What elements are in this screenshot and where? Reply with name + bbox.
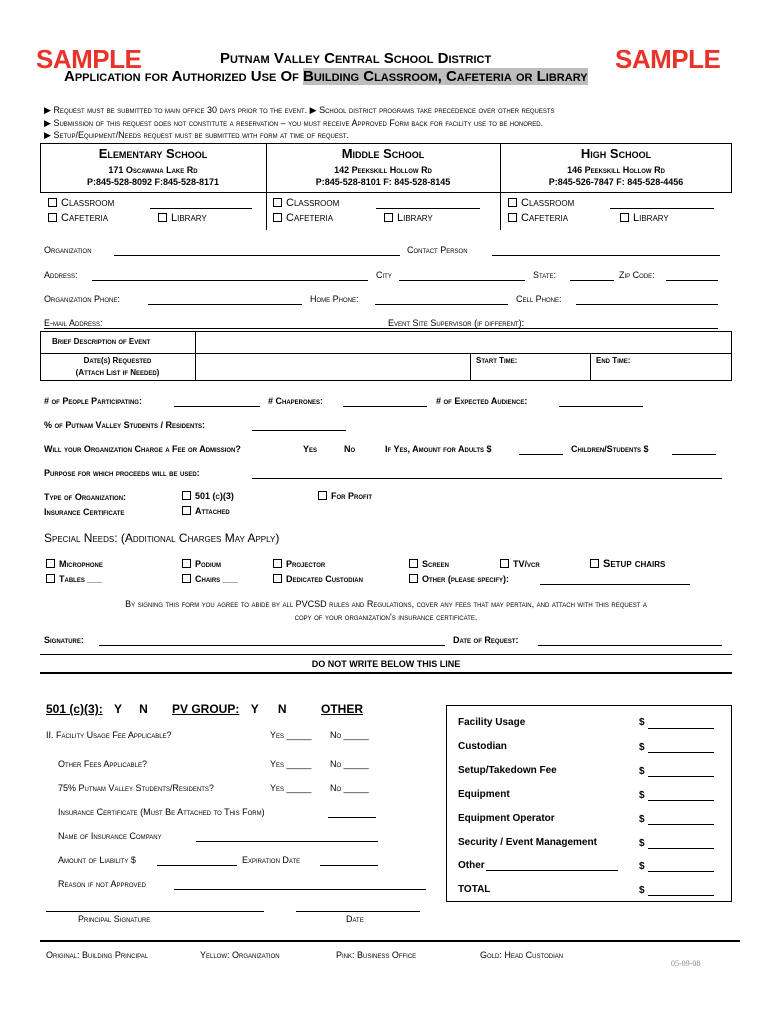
checkbox[interactable] [182, 559, 191, 568]
elem-cafeteria-option[interactable] [48, 212, 108, 224]
signature-field[interactable] [99, 645, 445, 646]
checkbox[interactable] [590, 559, 599, 568]
fee-item-label: Equipment [458, 789, 510, 800]
people-participating-field[interactable] [174, 406, 260, 407]
organization-field[interactable] [114, 255, 400, 256]
fee-amount-field[interactable] [648, 895, 714, 896]
for-profit-option[interactable] [318, 491, 372, 501]
brief-description-field[interactable] [196, 332, 731, 352]
end-time-label: End Time: [596, 356, 631, 365]
principal-signature-field[interactable] [46, 911, 264, 912]
elementary-school-name: Elementary School [98, 146, 208, 161]
middle-classroom-option[interactable] [273, 197, 339, 209]
checkbox[interactable] [409, 559, 418, 568]
pv-group-n[interactable]: N [277, 702, 287, 716]
fac-fee-applicable-label: II. Facility Usage Fee Applicable? [46, 730, 172, 740]
dates-requested-field[interactable] [196, 354, 469, 380]
principal-date-label: Date [346, 914, 364, 924]
fee-amount-field[interactable] [648, 728, 714, 729]
setup-chairs-label: Setup chairs [603, 558, 666, 570]
high-library-label: Library [633, 212, 669, 224]
chairs-label: Chairs ___ [195, 574, 238, 584]
high-cafeteria-option[interactable] [508, 212, 568, 224]
fee-currency-symbol: $ [639, 861, 645, 872]
pv-students-field[interactable] [252, 430, 346, 431]
charge-fee-yes[interactable]: Yes [303, 444, 318, 454]
ins-company-field[interactable] [196, 841, 378, 842]
elem-classroom-label: Classroom [61, 197, 115, 209]
footer-gold: Gold: Head Custodian [480, 950, 564, 960]
high-classroom-line[interactable] [610, 208, 714, 209]
high-classroom-label: Classroom [521, 197, 575, 209]
elem-classroom-line[interactable] [150, 208, 252, 209]
projector-option[interactable] [273, 559, 325, 569]
checkbox[interactable] [46, 559, 55, 568]
revision-date: 05-09-08 [671, 959, 701, 968]
footer-original: Original: Building Principal [46, 950, 149, 960]
other-needs-option[interactable] [409, 574, 509, 584]
checkbox[interactable] [273, 198, 282, 207]
do-not-write-notice: DO NOT WRITE BELOW THIS LINE [311, 659, 461, 669]
pv-75-label: 75% Putnam Valley Students/Residents? [58, 783, 214, 793]
pv-group-label: PV GROUP: [172, 702, 240, 716]
yes-label: Yes [270, 759, 285, 769]
tables-label: Tables ___ [59, 574, 103, 584]
ins-company-label: Name of Insurance Company [58, 831, 162, 841]
checkbox[interactable] [384, 213, 393, 222]
insurance-attached-option[interactable] [182, 506, 230, 516]
checkbox[interactable] [500, 559, 509, 568]
fee-currency-symbol: $ [639, 766, 645, 777]
no-label: No [330, 730, 342, 740]
state-label: State: [533, 270, 556, 280]
chairs-option[interactable] [182, 574, 238, 584]
high-school-name: High School [580, 146, 652, 161]
other-fees-label: Other Fees Applicable? [58, 759, 148, 769]
notice-reservation: Submission of this request does not constitute a reservation – you must receive Approved Form back for facility use to be honored. [53, 118, 544, 128]
office-501-y[interactable]: Y [114, 702, 122, 716]
purpose-field[interactable] [252, 478, 722, 479]
projector-label: Projector [286, 559, 326, 569]
elementary-school-phones: P:845-528-8092 F:845-528-8171 [86, 177, 220, 187]
no-label: No [330, 783, 342, 793]
other-needs-field[interactable] [540, 584, 690, 585]
pv-75-no[interactable]: No _____ [330, 783, 369, 793]
notice-setup: Setup/Equipment/Needs request must be submitted with form at time of request. [53, 130, 350, 140]
checkbox[interactable] [46, 574, 55, 583]
checkbox[interactable] [620, 213, 629, 222]
date-of-request-label: Date of Request: [453, 635, 519, 645]
fee-currency-symbol: $ [639, 885, 645, 896]
checkbox[interactable] [182, 574, 191, 583]
triangle-bullet-icon: ▶ [44, 130, 51, 140]
expiration-label: Expiration Date [242, 855, 301, 865]
no-label: No [330, 759, 342, 769]
fac-fee-no[interactable]: No _____ [330, 730, 369, 740]
state-field[interactable] [570, 280, 614, 281]
pv-75-yes[interactable]: Yes _____ [270, 783, 312, 793]
elem-library-label: Library [171, 212, 207, 224]
checkbox[interactable] [273, 213, 282, 222]
purpose-label: Purpose for which proceeds will be used: [44, 468, 200, 478]
middle-cafeteria-option[interactable] [273, 212, 333, 224]
triangle-bullet-icon: ▶ [44, 105, 51, 115]
expected-audience-label: # of Expected Audience: [436, 396, 528, 406]
contact-person-field[interactable] [492, 255, 720, 256]
notice-row-3 [44, 130, 349, 141]
fee-amount-field[interactable] [648, 800, 714, 801]
other-needs-label: Other (please specify): [422, 574, 510, 584]
reason-label: Reason if not Approved [58, 879, 146, 889]
checkbox[interactable] [508, 198, 517, 207]
pv-group-y[interactable]: Y [250, 702, 259, 716]
ins-attached-field[interactable] [328, 817, 376, 818]
liability-field[interactable] [157, 865, 237, 866]
home-phone-field[interactable] [375, 304, 508, 305]
middle-classroom-label: Classroom [286, 197, 340, 209]
subtitle-highlight: Building Classroom, Cafeteria or Library [303, 68, 588, 85]
city-field[interactable] [399, 280, 525, 281]
footer-pink: Pink: Business Office [336, 950, 417, 960]
email-label: E-mail Address: [44, 318, 103, 328]
elem-cafeteria-label: Cafeteria [61, 212, 109, 224]
checkbox[interactable] [48, 198, 57, 207]
setup-chairs-option[interactable] [590, 558, 665, 570]
yes-label: Yes [270, 783, 285, 793]
high-school-phones: P:845-526-7847 F: 845-528-4456 [548, 177, 684, 187]
subtitle-plain: Application for Authorized Use Of [64, 68, 304, 85]
reason-field[interactable] [174, 889, 426, 890]
dates-requested-label: Date(s) Requested [83, 356, 152, 365]
agreement-line-2: copy of your organization's insurance certificate. [294, 612, 478, 622]
email-supervisor-field[interactable] [44, 328, 718, 329]
pv-students-label: % of Putnam Valley Students / Residents: [44, 420, 206, 430]
city-label: City [376, 270, 392, 280]
fee-currency-symbol: $ [639, 717, 645, 728]
fee-item-label: Other [458, 860, 485, 871]
cell-phone-field[interactable] [576, 304, 718, 305]
notice-30-days: Request must be submitted to main office 30 days prior to the event. [53, 105, 308, 115]
notice-row-1 [44, 105, 555, 116]
yes-label: Yes [270, 730, 285, 740]
middle-school-address: 142 Peekskill Hollow Rd [334, 165, 432, 175]
fees-box [446, 705, 732, 902]
fee-item-label: TOTAL [458, 884, 491, 895]
middle-library-label: Library [397, 212, 433, 224]
high-library-option[interactable] [620, 212, 669, 224]
checkbox[interactable] [182, 506, 191, 515]
attach-list-label: (Attach List if Needed) [75, 368, 160, 377]
custodian-option[interactable] [273, 574, 363, 584]
other-fees-yes[interactable]: Yes _____ [270, 759, 312, 769]
special-needs-title: Special Needs: (Additional Charges May Apply) [44, 531, 280, 545]
for-profit-label: For Profit [331, 491, 372, 501]
start-time-label: Start Time: [476, 356, 518, 365]
fee-amount-field[interactable] [648, 824, 714, 825]
podium-label: Podium [195, 559, 222, 569]
fac-fee-yes[interactable]: Yes _____ [270, 730, 312, 740]
other-fees-no[interactable]: No _____ [330, 759, 369, 769]
middle-school-phones: P:845-528-8101 F: 845-528-8145 [315, 177, 451, 187]
org-501-label: 501 (c)(3) [195, 491, 234, 501]
principal-date-field[interactable] [296, 911, 420, 912]
high-classroom-option[interactable] [508, 197, 574, 209]
middle-classroom-line[interactable] [376, 208, 480, 209]
address-label: Address: [44, 270, 78, 280]
screen-option[interactable] [409, 559, 449, 569]
notice-precedence: School district programs take precedence over other requests [319, 105, 555, 115]
zip-field[interactable] [666, 280, 718, 281]
fee-currency-symbol: $ [639, 790, 645, 801]
sample-stamp-left: SAMPLE [36, 44, 142, 74]
principal-signature-label: Principal Signature [78, 914, 151, 924]
fee-currency-symbol: $ [639, 742, 645, 753]
expected-audience-field[interactable] [559, 406, 643, 407]
footer-yellow: Yellow: Organization [200, 950, 280, 960]
contact-person-label: Contact Person [407, 245, 468, 255]
zip-label: Zip Code: [619, 270, 655, 280]
address-field[interactable] [92, 280, 368, 281]
middle-library-option[interactable] [384, 212, 433, 224]
notice-row-2 [44, 118, 543, 129]
fee-amount-field[interactable] [648, 871, 714, 872]
agreement-line-1: By signing this form you agree to abide by all PVCSD rules and Regulations, cover any fees that may pertain, and attach with this request a [125, 599, 647, 609]
checkbox[interactable] [318, 491, 327, 500]
charge-fee-no[interactable]: No [344, 444, 356, 454]
insurance-cert-label: Insurance Certificate [44, 507, 125, 517]
people-participating-label: # of People Participating: [44, 396, 142, 406]
tv-vcr-label: TV/vcr [513, 559, 540, 569]
ins-attached-label: Insurance Certificate (Must Be Attached to This Form) [58, 807, 265, 817]
org-501-option[interactable] [182, 491, 234, 501]
expiration-field[interactable] [320, 865, 378, 866]
site-supervisor-label: Event Site Supervisor (if different): [388, 318, 525, 328]
fee-amount-field[interactable] [648, 848, 714, 849]
organization-label: Organization [44, 245, 92, 255]
form-subtitle [64, 68, 588, 85]
cell-phone-label: Cell Phone: [516, 294, 562, 304]
high-school-address: 146 Peekskill Hollow Rd [567, 165, 665, 175]
tables-option[interactable] [46, 574, 102, 584]
fee-amount-field[interactable] [648, 752, 714, 753]
date-of-request-field[interactable] [538, 645, 722, 646]
tv-vcr-option[interactable] [500, 559, 540, 569]
chaperones-field[interactable] [343, 406, 427, 407]
other-group-label[interactable]: OTHER [321, 702, 363, 716]
middle-school-name: Middle School [341, 146, 425, 161]
charge-fee-label: Will your Organization Charge a Fee or Admission? [44, 444, 241, 454]
fee-amount-field[interactable] [648, 776, 714, 777]
fee-item-label: Custodian [458, 741, 507, 752]
middle-cafeteria-label: Cafeteria [286, 212, 334, 224]
screen-label: Screen [422, 559, 450, 569]
pv-group-row [172, 702, 287, 716]
insurance-attached-label: Attached [195, 506, 230, 516]
checkbox[interactable] [508, 213, 517, 222]
fee-item-label: Equipment Operator [458, 813, 555, 824]
org-phone-label: Organization Phone: [44, 294, 120, 304]
chaperones-label: # Chaperones: [268, 396, 324, 406]
checkbox[interactable] [48, 213, 57, 222]
home-phone-label: Home Phone: [310, 294, 359, 304]
fee-other-description-field[interactable] [486, 870, 618, 871]
brief-description-label: Brief Description of Event [52, 337, 151, 346]
triangle-bullet-icon: ▶ [44, 118, 51, 128]
office-501-n[interactable]: N [139, 702, 148, 716]
checkbox[interactable] [273, 559, 282, 568]
triangle-bullet-icon: ▶ [309, 105, 317, 115]
high-cafeteria-label: Cafeteria [521, 212, 569, 224]
amount-adults-label: If Yes, Amount for Adults $ [385, 444, 492, 454]
custodian-label: Dedicated Custodian [286, 574, 363, 584]
liability-label: Amount of Liability $ [58, 855, 136, 865]
amount-children-field[interactable] [672, 454, 716, 455]
elem-library-option[interactable] [158, 212, 207, 224]
microphone-option[interactable] [46, 559, 103, 569]
checkbox[interactable] [273, 574, 282, 583]
microphone-label: Microphone [59, 559, 103, 569]
checkbox[interactable] [182, 491, 191, 500]
fee-currency-symbol: $ [639, 838, 645, 849]
fee-item-label: Facility Usage [458, 717, 526, 728]
fee-currency-symbol: $ [639, 814, 645, 825]
fee-item-label: Setup/Takedown Fee [458, 765, 557, 776]
org-type-label: Type of Organization: [44, 492, 127, 502]
podium-option[interactable] [182, 559, 221, 569]
district-title: Putnam Valley Central School District [220, 50, 492, 67]
amount-children-label: Children/Students $ [571, 444, 649, 454]
office-501-label: 501 (c)(3): [46, 702, 103, 716]
elem-classroom-option[interactable] [48, 197, 114, 209]
sample-stamp-right: SAMPLE [615, 44, 721, 74]
office-501-row [46, 702, 148, 716]
org-phone-field[interactable] [148, 304, 302, 305]
elementary-school-address: 171 Oscawana Lake Rd [108, 165, 198, 175]
checkbox[interactable] [158, 213, 167, 222]
checkbox[interactable] [409, 574, 418, 583]
fee-item-label: Security / Event Management [458, 837, 597, 848]
amount-adults-field[interactable] [519, 454, 563, 455]
signature-label: Signature: [44, 635, 84, 645]
